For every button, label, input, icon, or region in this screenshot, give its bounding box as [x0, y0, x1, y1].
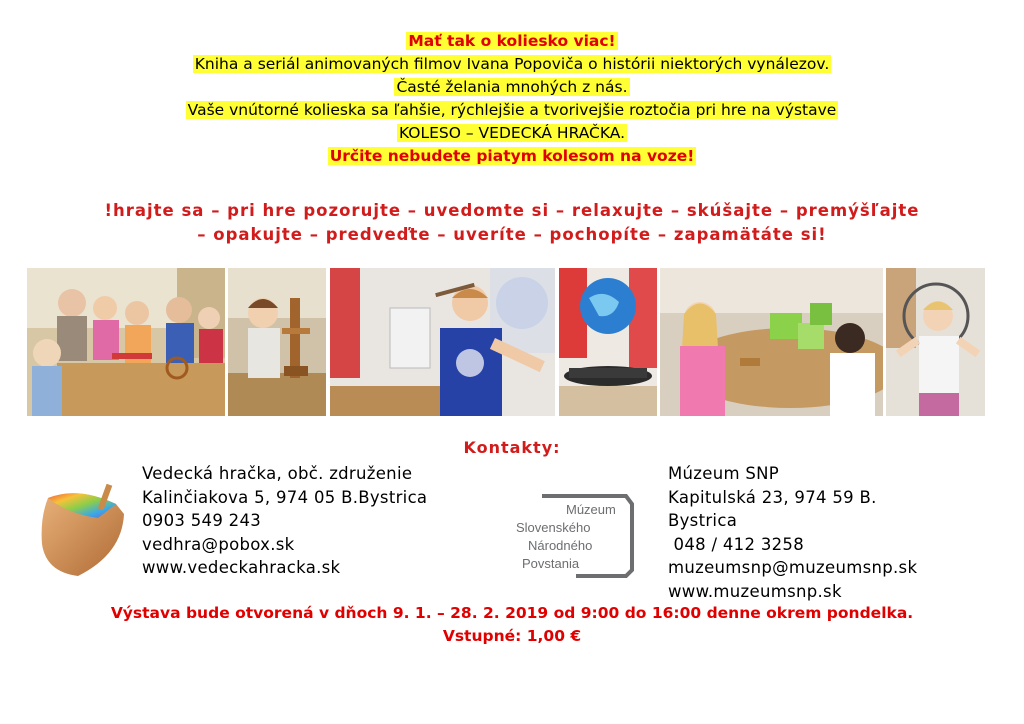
spinning-top-logo-icon: [38, 484, 128, 584]
photo-levitating-globe: [559, 268, 657, 416]
contact-right-web[interactable]: www.muzeumsnp.sk: [668, 581, 842, 601]
contact-right-address-1: Kapitulská 23, 974 59 B.: [668, 487, 877, 507]
photo-girl-hoop: [886, 268, 985, 416]
photo-children-puzzles: [660, 268, 883, 416]
museum-logo-line-1: Múzeum: [566, 502, 616, 517]
contact-left-web[interactable]: www.vedeckahracka.sk: [142, 558, 341, 577]
intro-line-2: Kniha a seriál animovaných filmov Ivana Popoviča o histórii niektorých vynálezov.: [194, 55, 830, 73]
intro-line-1: Mať tak o koliesko viac!: [408, 32, 616, 50]
intro-line-5: KOLESO – VEDECKÁ HRAČKA.: [398, 124, 626, 142]
contact-right-address-2: Bystrica: [668, 511, 738, 530]
museum-logo-line-3: Národného: [528, 538, 593, 553]
museum-logo-line-2: Slovenského: [516, 520, 591, 535]
contact-left-phone: 0903 549 243: [142, 511, 262, 530]
contact-right-name: Múzeum SNP: [668, 464, 780, 483]
contact-right-email[interactable]: muzeumsnp@muzeumsnp.sk: [668, 558, 918, 577]
photo-children-table: [27, 268, 225, 416]
museum-snp-logo-icon: [514, 490, 664, 586]
admission-price: Vstupné: 1,00 €: [442, 627, 582, 645]
contact-right-phone: 048 / 412 3258: [668, 534, 805, 554]
photo-girl-wooden-toy: [228, 268, 326, 416]
intro-line-4: Vaše vnútorné kolieska sa ľahšie, rýchlejšie a tvorivejšie roztočia pri hre na výstave: [187, 101, 837, 119]
intro-line-3: Časté želania mnohých z nás.: [396, 78, 628, 96]
motto-block: [0, 199, 1024, 247]
contacts-title: Kontakty:: [463, 438, 561, 457]
intro-line-6: Určite nebudete piatym kolesom na voze!: [329, 147, 695, 165]
contact-left-email[interactable]: vedhra@pobox.sk: [142, 534, 295, 554]
motto-line-1: !hrajte sa – pri hre pozorujte – uvedomte si – relaxujte – skúšajte – premýšľajte: [104, 201, 920, 220]
museum-logo-line-4: Povstania: [522, 556, 580, 571]
exhibition-dates: Výstava bude otvorená v dňoch 9. 1. – 28. 2. 2019 od 9:00 do 16:00 denne okrem pondelka.: [110, 604, 914, 622]
contact-left-address: Kalinčiakova 5, 974 05 B.Bystrica: [142, 487, 428, 507]
contact-vedecka-hracka: [142, 462, 427, 580]
motto-line-2: – opakujte – predveďte – uveríte – pochopíte – zapamätáte si!: [197, 225, 827, 244]
intro-block: [0, 30, 1024, 168]
contact-muzeum-snp: [668, 462, 917, 603]
photo-boy-balancing: [330, 268, 555, 416]
contact-left-name: Vedecká hračka, obč. združenie: [142, 464, 413, 483]
exhibition-info: [0, 602, 1024, 648]
